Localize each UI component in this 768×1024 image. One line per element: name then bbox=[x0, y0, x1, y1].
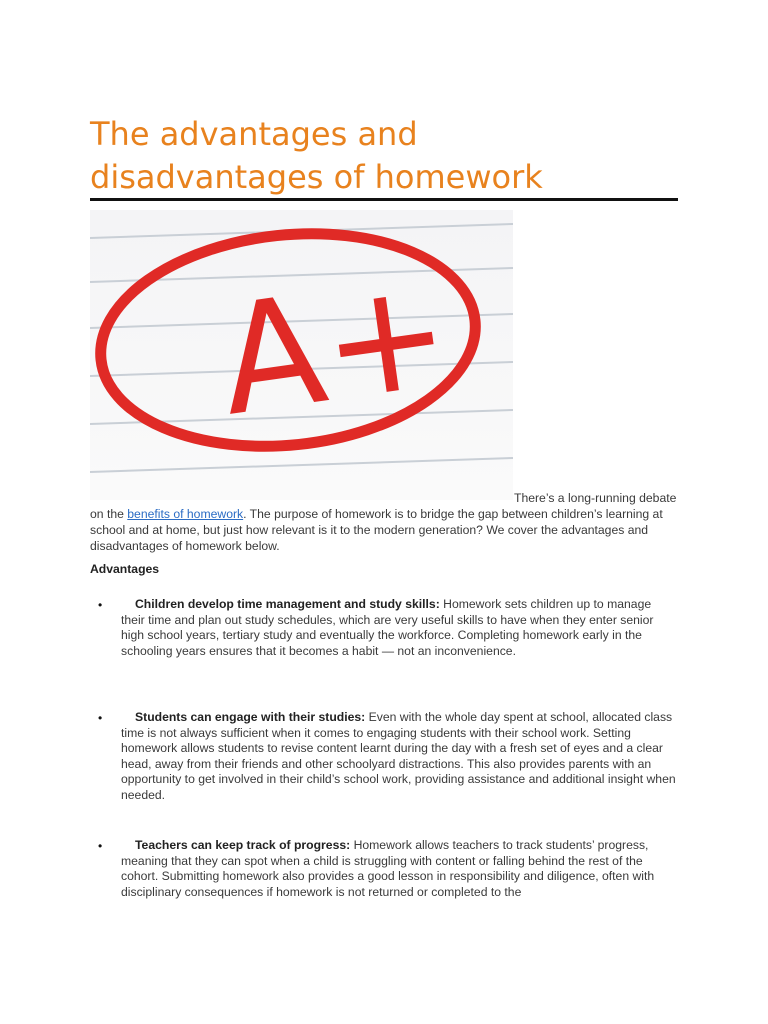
intro-paragraph bbox=[90, 490, 680, 554]
list-item bbox=[98, 838, 678, 900]
list-item bbox=[98, 710, 678, 804]
benefits-of-homework-link[interactable]: benefits of homework bbox=[127, 507, 244, 521]
list-item bbox=[98, 597, 678, 659]
grade-letter: A+ bbox=[209, 245, 461, 450]
bullet-icon: • bbox=[98, 839, 103, 853]
list-item-text bbox=[121, 710, 678, 804]
list-item-heading: Children develop time management and study skills: bbox=[135, 597, 440, 611]
bullet-icon: • bbox=[98, 711, 103, 725]
intro-text-start: There’s a long-running debate on the bbox=[90, 491, 677, 521]
list-item-heading: Students can engage with their studies: bbox=[135, 710, 366, 724]
bullet-icon: • bbox=[98, 598, 103, 612]
intro-text-end: . The purpose of homework is to bridge the gap between children’s learning at school and at home, but just how relevant is it to the modern generation? We cover the advantages and disadvantages of homework below. bbox=[90, 507, 663, 553]
list-item-body: Homework sets children up to manage their time and plan out study schedules, which are very useful skills to have when they enter senior high school years, tertiary study and eventually the workforce. Completing homework early in the schooling years ensures that it becomes a habit — not an inconvenience. bbox=[121, 597, 654, 658]
list-item-body: Homework allows teachers to track students’ progress, meaning that they can spot when a child is struggling with content or falling behind the rest of the cohort. Submitting homework also provides a good lesson in responsibility and diligence, often with disciplinary consequences if homework is not returned or completed to the bbox=[121, 838, 655, 899]
page-title: The advantages and disadvantages of homework bbox=[90, 115, 543, 196]
title-divider bbox=[90, 198, 678, 201]
list-item-text bbox=[121, 838, 678, 900]
a-plus-grade-illustration bbox=[90, 210, 513, 500]
list-item-body: Even with the whole day spent at school, allocated class time is not always sufficient when it comes to engaging students with their school work. Setting homework allows students to revise content learnt during the day with a fresh set of eyes and a clear head, away from their friends and other schoolyard distractions. This also provides parents with an opportunity to get involved in their child’s school work, providing assistance and additional insight when needed. bbox=[121, 710, 676, 802]
list-item-text bbox=[121, 597, 678, 659]
grade-image bbox=[90, 210, 513, 500]
advantages-heading: Advantages bbox=[90, 562, 160, 576]
list-item-heading: Teachers can keep track of progress: bbox=[135, 838, 351, 852]
